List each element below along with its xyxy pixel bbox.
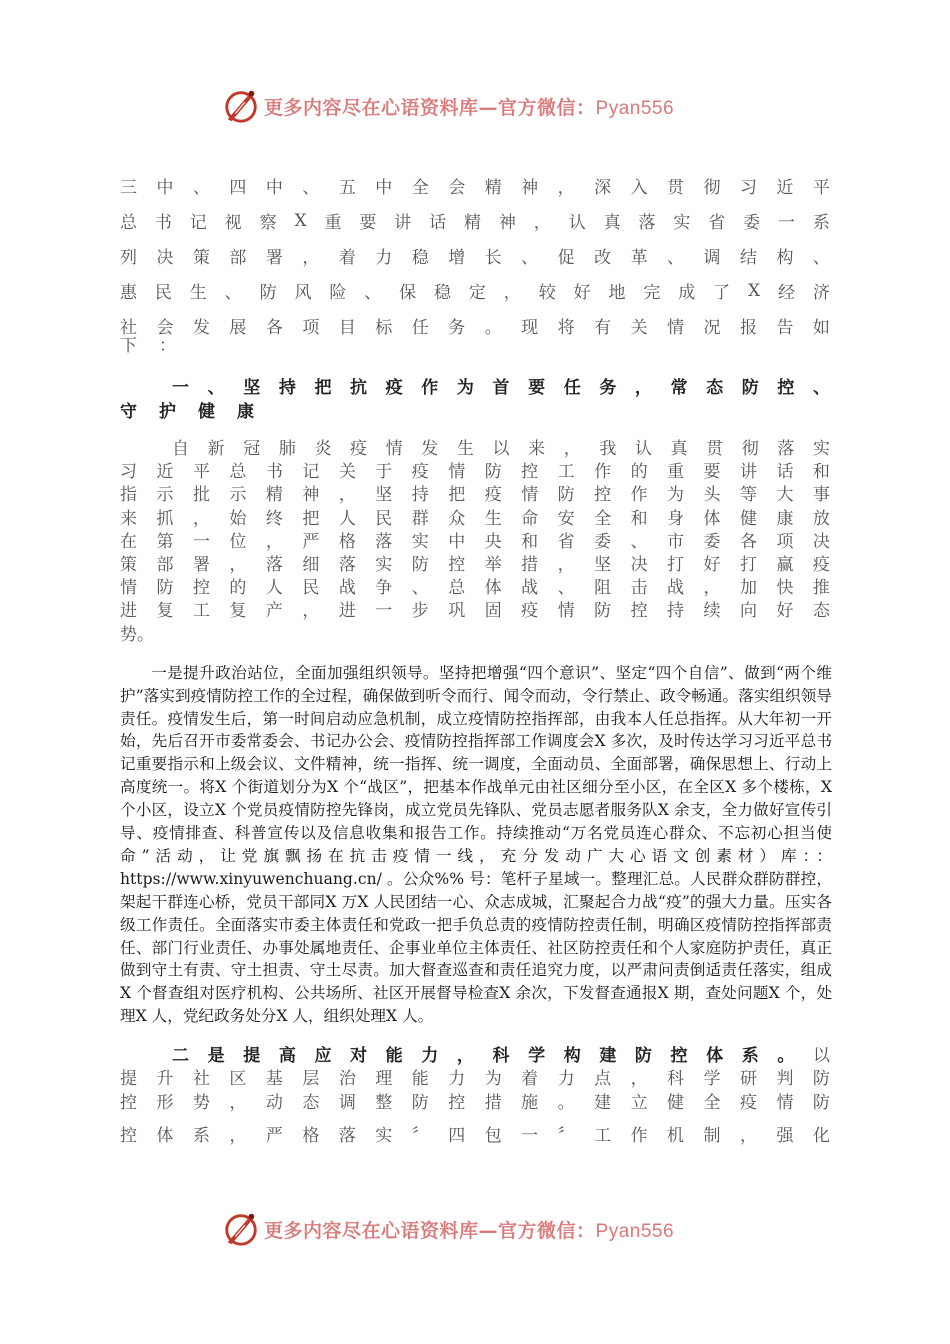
text-line: 势 。 xyxy=(120,624,154,644)
section-1-paragraph xyxy=(120,435,830,644)
text-line: 在 第 一 位 ， 严 格 落 实 中 央 和 省 委 、 市 委 各 项 决 xyxy=(120,531,830,551)
section-heading-1 xyxy=(120,373,830,421)
text-line: 进 复 工 复 产 ， 进 一 步 巩 固 疫 情 防 控 持 续 向 好 态 xyxy=(120,601,830,621)
text-line: 情 防 控 的 人 民 战 争 、 总 体 战 、 阻 击 战 ， 加 快 推 xyxy=(120,578,830,598)
banner-text: 更多内容尽在心语资料库—官方微信：Pyan556 xyxy=(264,1219,675,1242)
text-line: 下 ： xyxy=(120,335,176,355)
wechat-id: Pyan556 xyxy=(595,97,675,119)
banner-text: 更多内容尽在心语资料库—官方微信：Pyan556 xyxy=(264,96,675,119)
quill-pen-logo xyxy=(222,1210,260,1248)
text-line: 列 决 策 部 署 ， 着 力 稳 增 长 、 促 改 革 、 调 结 构 、 xyxy=(120,248,830,268)
header-banner xyxy=(222,86,674,126)
quill-pen-logo xyxy=(222,87,260,125)
footer-banner xyxy=(222,1209,674,1249)
text-line: 总 书 记 视 察 X 重 要 讲 话 精 神 ， 认 真 落 实 省 委 一 系 xyxy=(120,210,830,233)
text-line: 策 部 署 ， 落 细 落 实 防 控 举 措 ， 坚 决 打 好 打 赢 疫 xyxy=(120,555,830,575)
text-line: 二 是 提 高 应 对 能 力 ， 科 学 构 建 防 控 体 系 。 以 xyxy=(172,1046,830,1066)
text-line: 控 体 系 ， 严 格 落 实 〞 四 包 一 〞 工 作 机 制 ， 强 化 xyxy=(120,1125,830,1145)
text-line: 控 形 势 ， 动 态 调 整 防 控 措 施 。 建 立 健 全 疫 情 防 xyxy=(120,1092,830,1112)
text-line: 来 抓 ， 始 终 把 人 民 群 众 生 命 安 全 和 身 体 健 康 放 xyxy=(120,508,830,528)
text-line: 提 升 社 区 基 层 治 理 能 力 为 着 力 点 ， 科 学 研 判 防 xyxy=(120,1069,830,1089)
section-1-detail-paragraph: 一是提升政治站位，全面加强组织领导。坚持把增强“四个意识”、坚定“四个自信”、做到“两个维护”落实到疫情防控工作的全过程，确保做到听令而行、闻令而动，令行禁止、政令畅通。落实组织领导责任。疫情发生后，第一时间启动应急机制，成立疫情防控指挥部，由我本人任总指挥。从大年初一开始，先后召开市委常委会、书记办公会、疫情防控指挥部工作调度会X 多次，及时传达学习习近平总书记重要指示和上级会议、文件精神，统一指挥、统一调度，全面动员、全面部署，确保思想上、行动上高度统一。将X 个街道划分为X 个“战区”，把基本作战单元由社区细分至小区，在全区X 多个楼栋，X 个小区，设立X 个党员疫情防控先锋岗，成立党员先锋队、党员志愿者服务队X 余支，全力做好宣传引导、疫情排查、科普宣传以及信息收集和报告工作。持续推动“万名党员连心群众、不忘初心担当使命”活动，让党旗飘扬在抗击疫情一线，充分发动广大心语文创素材）库：：https://www.xinyuwenchuang.cn/ 。公众%% 号：笔杆子星域一。整理汇总。人民群众群防群控，架起干群连心桥，党员干部同X 万X 人民团结一心、众志成城，汇聚起合力战“疫”的强大力量。压实各级工作责任。全面落实市委主体责任和党政一把手负总责的疫情防控责任制，明确区疫情防控指挥部责任、部门行业责任、办事处属地责任、企事业单位主体责任、社区防控责任和个人家庭防护责任，真正做到守土有责、守土担责、守土尽责。加大督查巡查和责任追究力度，以严肃问责倒适责任落实，组成X 个督查组对医疗机构、公共场所、社区开展督导检查X 余次，下发督查通报X 期，查处问题X 个，处理X 人，党纪政务处分X 人，组织处理X 人。 xyxy=(120,663,832,1026)
text-line: 惠 民 生 、 防 风 险 、 保 稳 定 ， 较 好 地 完 成 了 X 经 济 xyxy=(120,280,830,303)
intro-paragraph xyxy=(120,168,830,355)
text-line: 一 、 坚 持 把 抗 疫 作 为 首 要 任 务 ， 常 态 防 控 、 xyxy=(172,377,830,397)
text-line: 守 护 健 康 xyxy=(120,401,254,421)
text-line: 自 新 冠 肺 炎 疫 情 发 生 以 来 ， 我 认 真 贯 彻 落 实 xyxy=(172,439,830,459)
text-line: 指 示 批 示 精 神 ， 坚 持 把 疫 情 防 控 作 为 头 等 大 事 xyxy=(120,485,830,505)
section-heading-2 xyxy=(120,1042,830,1145)
document-body xyxy=(120,168,830,1145)
text-line: 三 中 、 四 中 、 五 中 全 会 精 神 ， 深 入 贯 彻 习 近 平 xyxy=(120,178,830,198)
text-line: 社 会 发 展 各 项 目 标 任 务 。 现 将 有 关 情 况 报 告 如 xyxy=(120,318,830,338)
wechat-id: Pyan556 xyxy=(595,1220,675,1242)
text-line: 习 近 平 总 书 记 关 于 疫 情 防 控 工 作 的 重 要 讲 话 和 xyxy=(120,462,830,482)
